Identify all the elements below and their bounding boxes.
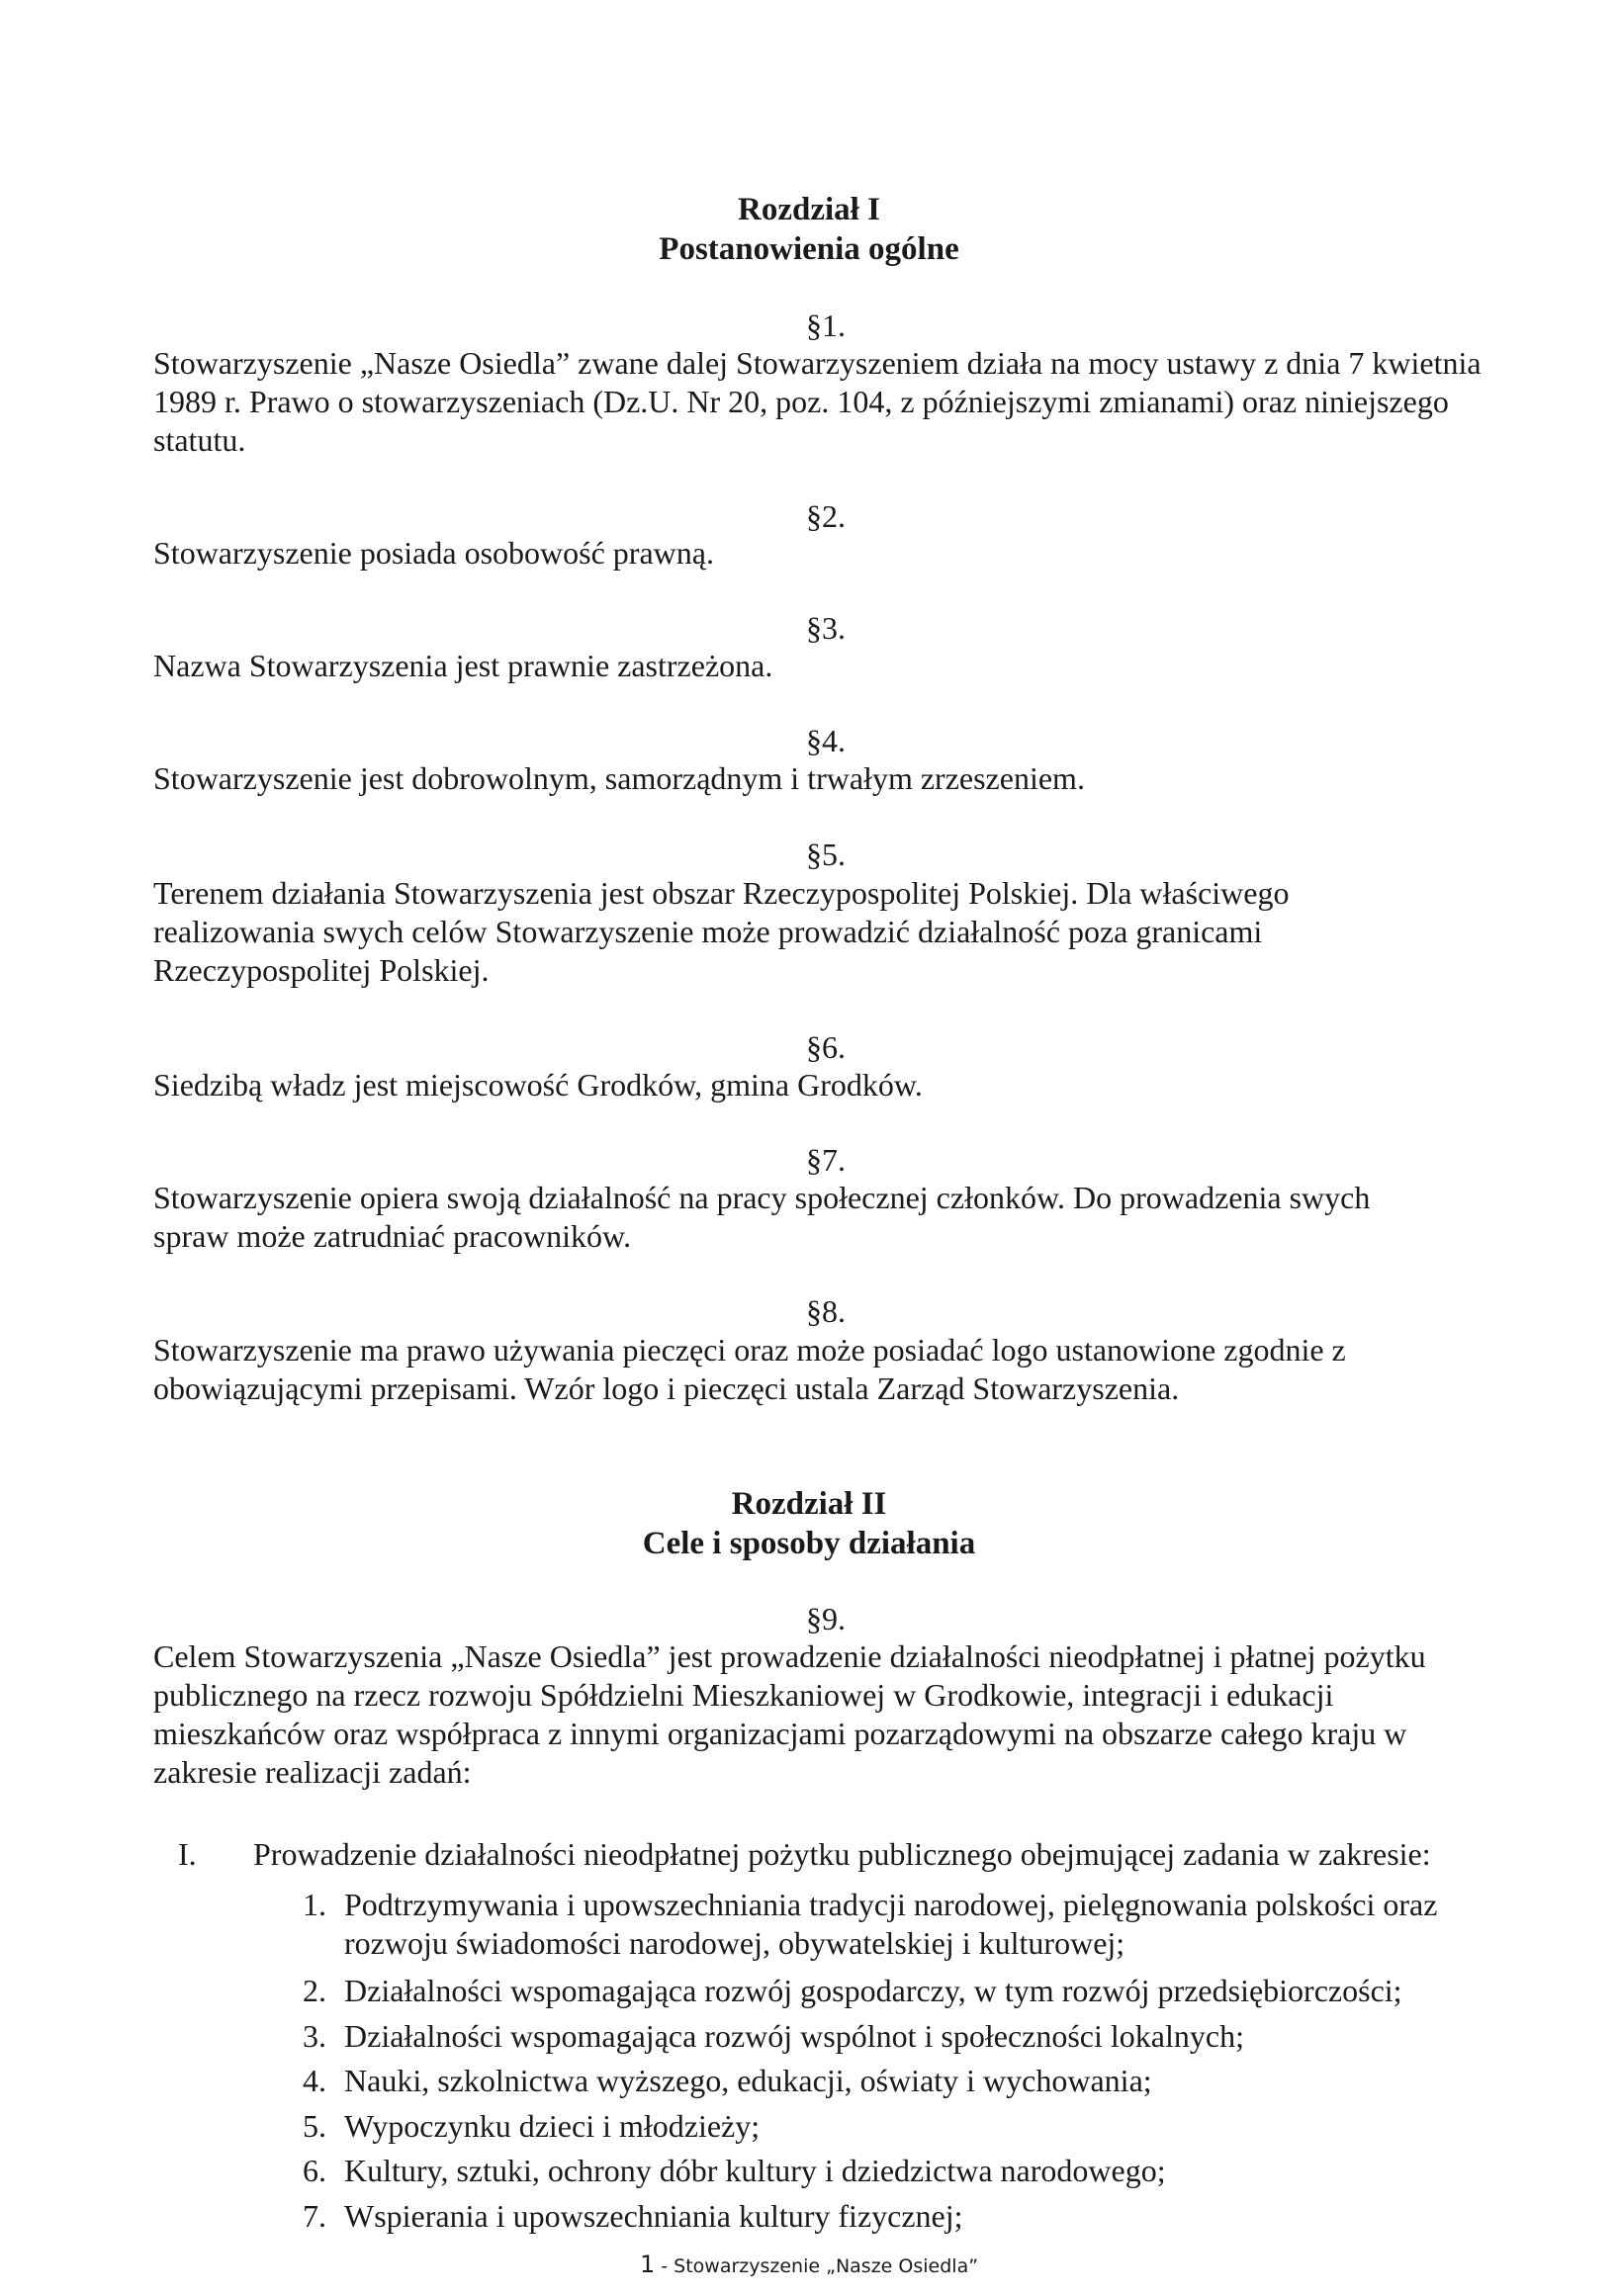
paragraph-text-6: Siedzibą władz jest miejscowość Grodków, gmina Grodków. bbox=[153, 1067, 923, 1103]
list-item bbox=[297, 1972, 1523, 2011]
list-item-number: 4. bbox=[303, 2063, 326, 2098]
list-item-text: Podtrzymywania i upowszechniania tradycji narodowej, pielęgnowania polskości oraz rozwoju świadomości narodowej, obywatelskiej i kulturowej; bbox=[344, 1887, 1438, 1961]
paragraph-text-9: Celem Stowarzyszenia „Nasze Osiedla” jest prowadzenie działalności nieodpłatnej i płatnej pożytku publicznego na rzecz rozwoju Spółdzielni Mieszkaniowej w Grodkowie, integracji i edukacji mieszkańców oraz współpraca z innymi organizacjami pozarządowymi na obszarze całego kraju w zakresie realizacji zadań: bbox=[153, 1638, 1426, 1790]
list-item-text: Wspierania i upowszechniania kultury fizycznej; bbox=[344, 2198, 963, 2234]
paragraph-text-5: Terenem działania Stowarzyszenia jest obszar Rzeczypospolitej Polskiej. Dla właściwego realizowania swych celów Stowarzyszenie może prowadzić działalność poza granicami Rzeczypospolitej Polskiej. bbox=[153, 875, 1290, 988]
list-item-text: Działalności wspomagająca rozwój wspólnot i społeczności lokalnych; bbox=[344, 2018, 1244, 2054]
list-item-text: Nauki, szkolnictwa wyższego, edukacji, oświaty i wychowania; bbox=[344, 2063, 1152, 2098]
list-item-number: 5. bbox=[303, 2108, 326, 2144]
list-item-number: 1. bbox=[303, 1887, 326, 1922]
list-item bbox=[297, 1886, 1523, 1965]
paragraph-text-7: Stowarzyszenie opiera swoją działalność na pracy społecznej członków. Do prowadzenia swych spraw może zatrudniać pracowników. bbox=[153, 1180, 1371, 1254]
paragraph-text-1: Stowarzyszenie „Nasze Osiedla” zwane dalej Stowarzyszeniem działa na mocy ustawy z dnia 7 kwietnia 1989 r. Prawo o stowarzyszeniach (Dz.U. Nr 20, poz. 104, z późniejszymi zmianami) oraz niniejszego statutu. bbox=[153, 345, 1482, 458]
list-item-number: 6. bbox=[303, 2153, 326, 2188]
list-item-text: Kultury, sztuki, ochrony dóbr kultury i dziedzictwa narodowego; bbox=[344, 2153, 1166, 2188]
paragraph-sign-1: §1. bbox=[806, 308, 846, 343]
paragraph-sign-3: §3. bbox=[806, 610, 846, 646]
paragraph-text-2: Stowarzyszenie posiada osobowość prawną. bbox=[153, 535, 714, 571]
list-item bbox=[297, 2152, 1523, 2191]
section-heading: Prowadzenie działalności nieodpłatnej pożytku publicznego obejmującej zadania w zakresie: bbox=[253, 1836, 1431, 1872]
paragraph-text-4: Stowarzyszenie jest dobrowolnym, samorządnym i trwałym zrzeszeniem. bbox=[153, 760, 1085, 796]
list-item bbox=[297, 2062, 1523, 2101]
list-item bbox=[297, 2197, 1523, 2237]
footer-text: - Stowarzyszenie „Nasze Osiedla” bbox=[655, 2255, 979, 2277]
paragraph-sign-7: §7. bbox=[806, 1142, 846, 1178]
paragraph-text-8: Stowarzyszenie ma prawo używania pieczęci oraz może posiadać logo ustanowione zgodnie z obowiązującymi przepisami. Wzór logo i pieczęci ustala Zarząd Stowarzyszenia. bbox=[153, 1332, 1346, 1406]
list-item-text: Wypoczynku dzieci i młodzieży; bbox=[344, 2108, 761, 2144]
chapter-2-title: Rozdział II bbox=[731, 1486, 887, 1522]
list-item bbox=[297, 2107, 1523, 2147]
list-item-number: 2. bbox=[303, 1973, 326, 2008]
paragraph-sign-5: §5. bbox=[806, 837, 846, 872]
list-item-number: 7. bbox=[303, 2198, 326, 2234]
paragraph-sign-4: §4. bbox=[806, 723, 846, 758]
chapter-2-subtitle: Cele i sposoby działania bbox=[642, 1526, 976, 1561]
chapter-1-subtitle: Postanowienia ogólne bbox=[659, 231, 959, 267]
paragraph-sign-9: §9. bbox=[806, 1601, 846, 1636]
chapter-1-title: Rozdział I bbox=[738, 192, 880, 227]
paragraph-sign-2: §2. bbox=[806, 498, 846, 534]
page-footer bbox=[0, 2251, 1618, 2278]
paragraph-sign-6: §6. bbox=[806, 1029, 846, 1065]
section-numeral: I. bbox=[178, 1836, 197, 1872]
list-item-number: 3. bbox=[303, 2018, 326, 2054]
paragraph-text-3: Nazwa Stowarzyszenia jest prawnie zastrzeżona. bbox=[153, 648, 773, 683]
paragraph-sign-8: §8. bbox=[806, 1293, 846, 1329]
page-number: 1 bbox=[639, 2251, 656, 2278]
list-item bbox=[297, 2017, 1523, 2057]
list-item-text: Działalności wspomagająca rozwój gospodarczy, w tym rozwój przedsiębiorczości; bbox=[344, 1973, 1402, 2008]
